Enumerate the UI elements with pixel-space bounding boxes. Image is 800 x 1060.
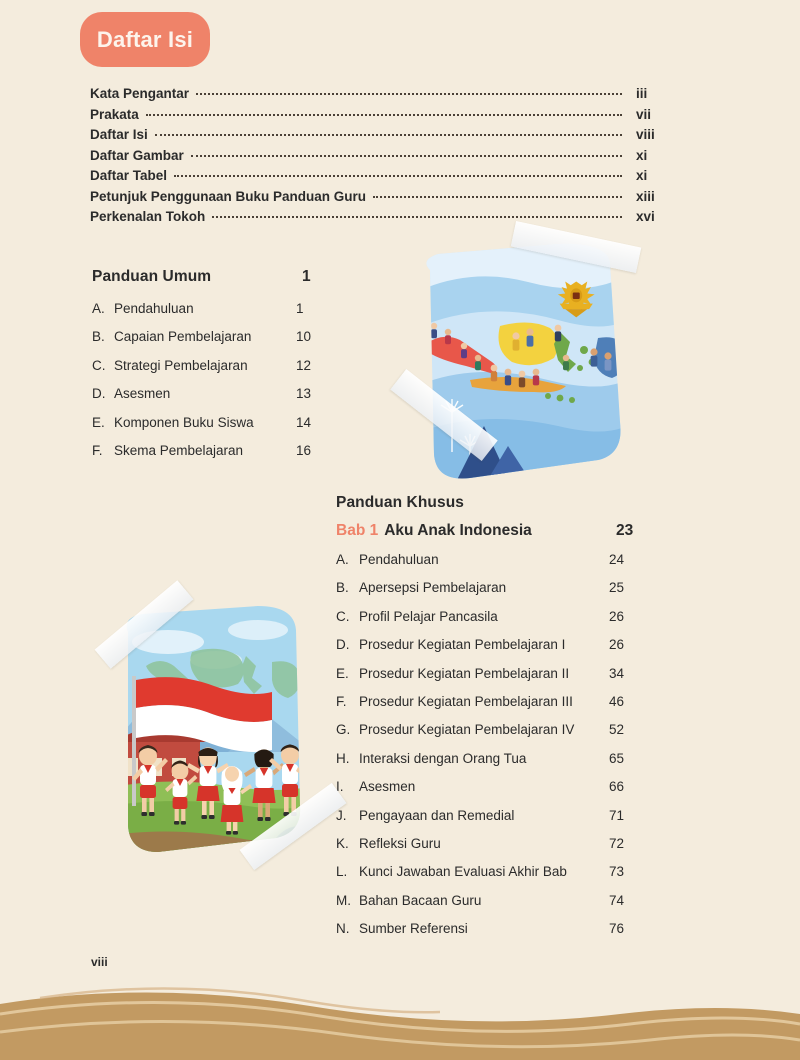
toc-item[interactable] xyxy=(92,323,362,351)
students-flag-photo xyxy=(108,600,313,862)
panduan-khusus-title: Panduan Khusus xyxy=(336,494,464,511)
toc-item-text: Refleksi Guru xyxy=(359,836,441,852)
front-matter-row[interactable] xyxy=(90,166,674,187)
toc-item-page: 72 xyxy=(609,836,625,852)
toc-item-text: Bahan Bacaan Guru xyxy=(359,892,482,908)
front-matter-row[interactable] xyxy=(90,105,674,126)
toc-item-text: Prosedur Kegiatan Pembelajaran III xyxy=(359,694,573,710)
front-matter-label: Kata Pengantar xyxy=(90,86,190,101)
toc-item-page: 46 xyxy=(609,694,625,710)
toc-item-letter: N. xyxy=(336,921,350,937)
page-title-pill xyxy=(80,12,210,67)
front-matter-row[interactable] xyxy=(90,84,674,105)
toc-item[interactable] xyxy=(336,858,654,886)
toc-item-page: 13 xyxy=(296,386,312,402)
toc-item-letter: D. xyxy=(336,637,350,653)
toc-item-letter: C. xyxy=(92,357,106,373)
dotted-leader xyxy=(196,93,622,95)
toc-item-page: 34 xyxy=(609,665,625,681)
toc-item-text: Pendahuluan xyxy=(359,552,439,567)
toc-item[interactable] xyxy=(336,603,654,631)
front-matter-page: xi xyxy=(636,168,648,183)
front-matter-row[interactable] xyxy=(90,146,674,167)
toc-item-page: 1 xyxy=(296,301,304,316)
toc-item-page: 25 xyxy=(609,580,625,596)
toc-item-letter: H. xyxy=(336,750,350,766)
toc-item-text: Prosedur Kegiatan Pembelajaran II xyxy=(359,665,570,681)
panduan-umum-heading[interactable] xyxy=(92,268,362,286)
front-matter-row[interactable] xyxy=(90,207,674,228)
front-matter-page: xvi xyxy=(636,209,655,224)
dotted-leader xyxy=(212,216,622,218)
toc-item[interactable] xyxy=(336,660,654,688)
toc-item[interactable] xyxy=(92,409,362,437)
dotted-leader xyxy=(191,155,622,157)
toc-item-letter: E. xyxy=(336,665,349,681)
dotted-leader xyxy=(373,196,622,198)
toc-item-letter: G. xyxy=(336,722,351,738)
toc-item-page: 26 xyxy=(609,637,625,653)
toc-item-text: Asesmen xyxy=(114,386,171,402)
toc-item-letter: F. xyxy=(92,443,103,459)
chapter-label: Bab 1 xyxy=(336,522,379,539)
toc-item-text: Asesmen xyxy=(359,779,416,795)
toc-item-letter: J. xyxy=(336,807,347,823)
indonesia-map-photo xyxy=(408,240,630,486)
toc-item-text: Strategi Pembelajaran xyxy=(114,357,248,373)
toc-item-text: Prosedur Kegiatan Pembelajaran IV xyxy=(359,722,575,738)
toc-item-text: Prosedur Kegiatan Pembelajaran I xyxy=(359,637,566,653)
toc-item-page: 16 xyxy=(296,443,312,459)
panduan-umum-page: 1 xyxy=(302,268,311,285)
toc-item-page: 65 xyxy=(609,750,625,766)
page-number: viii xyxy=(91,955,108,969)
toc-item-page: 24 xyxy=(609,552,625,567)
toc-item-letter: K. xyxy=(336,836,349,852)
panduan-khusus-section xyxy=(336,494,654,944)
toc-item[interactable] xyxy=(336,631,654,659)
toc-item-letter: D. xyxy=(92,386,106,402)
dotted-leader xyxy=(155,134,622,136)
toc-item[interactable] xyxy=(92,352,362,380)
front-matter-label: Daftar Tabel xyxy=(90,168,168,183)
toc-item[interactable] xyxy=(336,546,654,574)
toc-item-letter: L. xyxy=(336,864,348,880)
toc-item-page: 71 xyxy=(609,807,625,823)
toc-item-letter: B. xyxy=(336,580,349,596)
toc-item-page: 66 xyxy=(609,779,625,795)
bottom-decorative-band xyxy=(0,970,800,1060)
toc-item-letter: B. xyxy=(92,329,105,345)
front-matter-page: xiii xyxy=(636,188,655,204)
toc-item-letter: E. xyxy=(92,414,105,430)
toc-item-text: Pengayaan dan Remedial xyxy=(359,807,515,823)
toc-item-text: Profil Pelajar Pancasila xyxy=(359,608,498,624)
chapter-page: 23 xyxy=(616,522,634,539)
toc-item-page: 26 xyxy=(609,608,625,624)
toc-item[interactable] xyxy=(336,830,654,858)
toc-item-letter: A. xyxy=(92,301,105,316)
toc-item[interactable] xyxy=(92,437,362,465)
toc-item[interactable] xyxy=(336,915,654,943)
panduan-umum-title: Panduan Umum xyxy=(92,268,212,285)
toc-item[interactable] xyxy=(336,773,654,801)
toc-item-text: Skema Pembelajaran xyxy=(114,443,244,459)
toc-item-text: Interaksi dengan Orang Tua xyxy=(359,750,527,766)
toc-item[interactable] xyxy=(336,887,654,915)
toc-item[interactable] xyxy=(336,802,654,830)
front-matter-list xyxy=(90,84,674,228)
toc-item-page: 74 xyxy=(609,892,625,908)
toc-item-letter: F. xyxy=(336,694,347,710)
toc-item[interactable] xyxy=(92,380,362,408)
toc-item-letter: I. xyxy=(336,779,344,795)
toc-item-page: 10 xyxy=(296,329,312,345)
toc-item-text: Kunci Jawaban Evaluasi Akhir Bab xyxy=(359,864,567,880)
toc-item-text: Capaian Pembelajaran xyxy=(114,329,252,345)
front-matter-page: xi xyxy=(636,147,648,163)
front-matter-row[interactable] xyxy=(90,187,674,208)
toc-item[interactable] xyxy=(336,716,654,744)
toc-item-text: Sumber Referensi xyxy=(359,921,468,937)
front-matter-label: Prakata xyxy=(90,106,139,122)
toc-item[interactable] xyxy=(336,745,654,773)
front-matter-label: Petunjuk Penggunaan Buku Panduan Guru xyxy=(90,188,367,204)
front-matter-label: Perkenalan Tokoh xyxy=(90,209,206,224)
page-title: Daftar Isi xyxy=(96,26,194,52)
toc-item-text: Apersepsi Pembelajaran xyxy=(359,580,507,596)
chapter-heading[interactable] xyxy=(336,522,654,540)
front-matter-page: viii xyxy=(636,127,655,142)
toc-item[interactable] xyxy=(92,295,362,323)
front-matter-row[interactable] xyxy=(90,125,674,146)
toc-item-text: Komponen Buku Siswa xyxy=(114,414,254,430)
chapter-title: Aku Anak Indonesia xyxy=(384,522,532,539)
front-matter-label: Daftar Isi xyxy=(90,127,148,142)
front-matter-page: vii xyxy=(636,106,652,122)
toc-item-letter: A. xyxy=(336,552,349,567)
toc-item-page: 52 xyxy=(609,722,625,738)
toc-item-page: 76 xyxy=(609,921,625,937)
panduan-umum-section xyxy=(92,268,362,465)
dotted-leader xyxy=(174,175,622,177)
toc-item-letter: M. xyxy=(336,892,351,908)
toc-item-page: 12 xyxy=(296,357,312,373)
front-matter-page: iii xyxy=(636,86,648,101)
toc-item-page: 14 xyxy=(296,414,312,430)
toc-item-page: 73 xyxy=(609,864,625,880)
toc-item-letter: C. xyxy=(336,608,350,624)
toc-item[interactable] xyxy=(336,574,654,602)
dotted-leader xyxy=(146,114,622,116)
toc-item-text: Pendahuluan xyxy=(114,301,194,316)
toc-item[interactable] xyxy=(336,688,654,716)
front-matter-label: Daftar Gambar xyxy=(90,147,184,163)
